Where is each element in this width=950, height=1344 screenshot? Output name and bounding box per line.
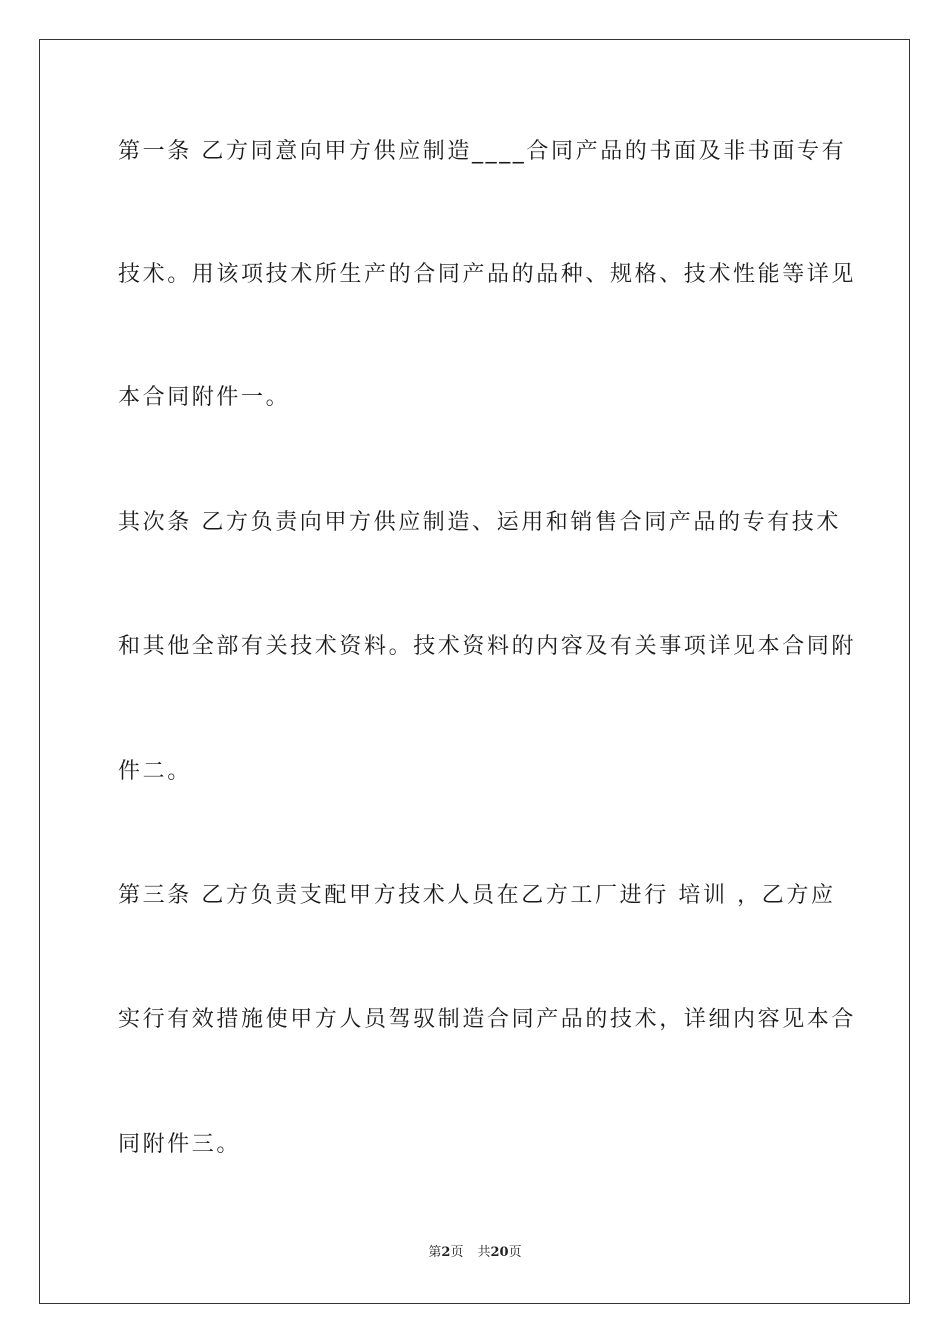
total-suffix: 页 bbox=[508, 1245, 522, 1260]
total-prefix: 共 bbox=[477, 1245, 491, 1260]
page-prefix: 第 bbox=[428, 1245, 442, 1260]
page-number: 2 bbox=[441, 1245, 451, 1260]
text-line-8: 实行有效措施使甲方人员驾驭制造合同产品的技术，详细内容见本合 bbox=[118, 1007, 857, 1032]
page-suffix: 页 bbox=[450, 1245, 464, 1260]
total-pages: 20 bbox=[490, 1245, 509, 1260]
page-footer bbox=[0, 1245, 950, 1261]
text-line-2: 技术。用该项技术所生产的合同产品的品种、规格、技术性能等详见 bbox=[118, 262, 857, 287]
text-line-6: 件二。 bbox=[118, 759, 192, 784]
text-line-9: 同附件三。 bbox=[118, 1132, 242, 1157]
page-border bbox=[39, 39, 910, 1304]
text-line-4: 其次条 乙方负责向甲方供应制造、运用和销售合同产品的专有技术 bbox=[118, 510, 841, 535]
text-line-7: 第三条 乙方负责支配甲方技术人员在乙方工厂进行 培训 ，乙方应 bbox=[118, 883, 836, 908]
text-line-5: 和其他全部有关技术资料。技术资料的内容及有关事项详见本合同附 bbox=[118, 634, 857, 659]
text-line-3: 本合同附件一。 bbox=[118, 385, 291, 410]
text-line-1: 第一条 乙方同意向甲方供应制造____合同产品的书面及非书面专有 bbox=[118, 139, 847, 164]
